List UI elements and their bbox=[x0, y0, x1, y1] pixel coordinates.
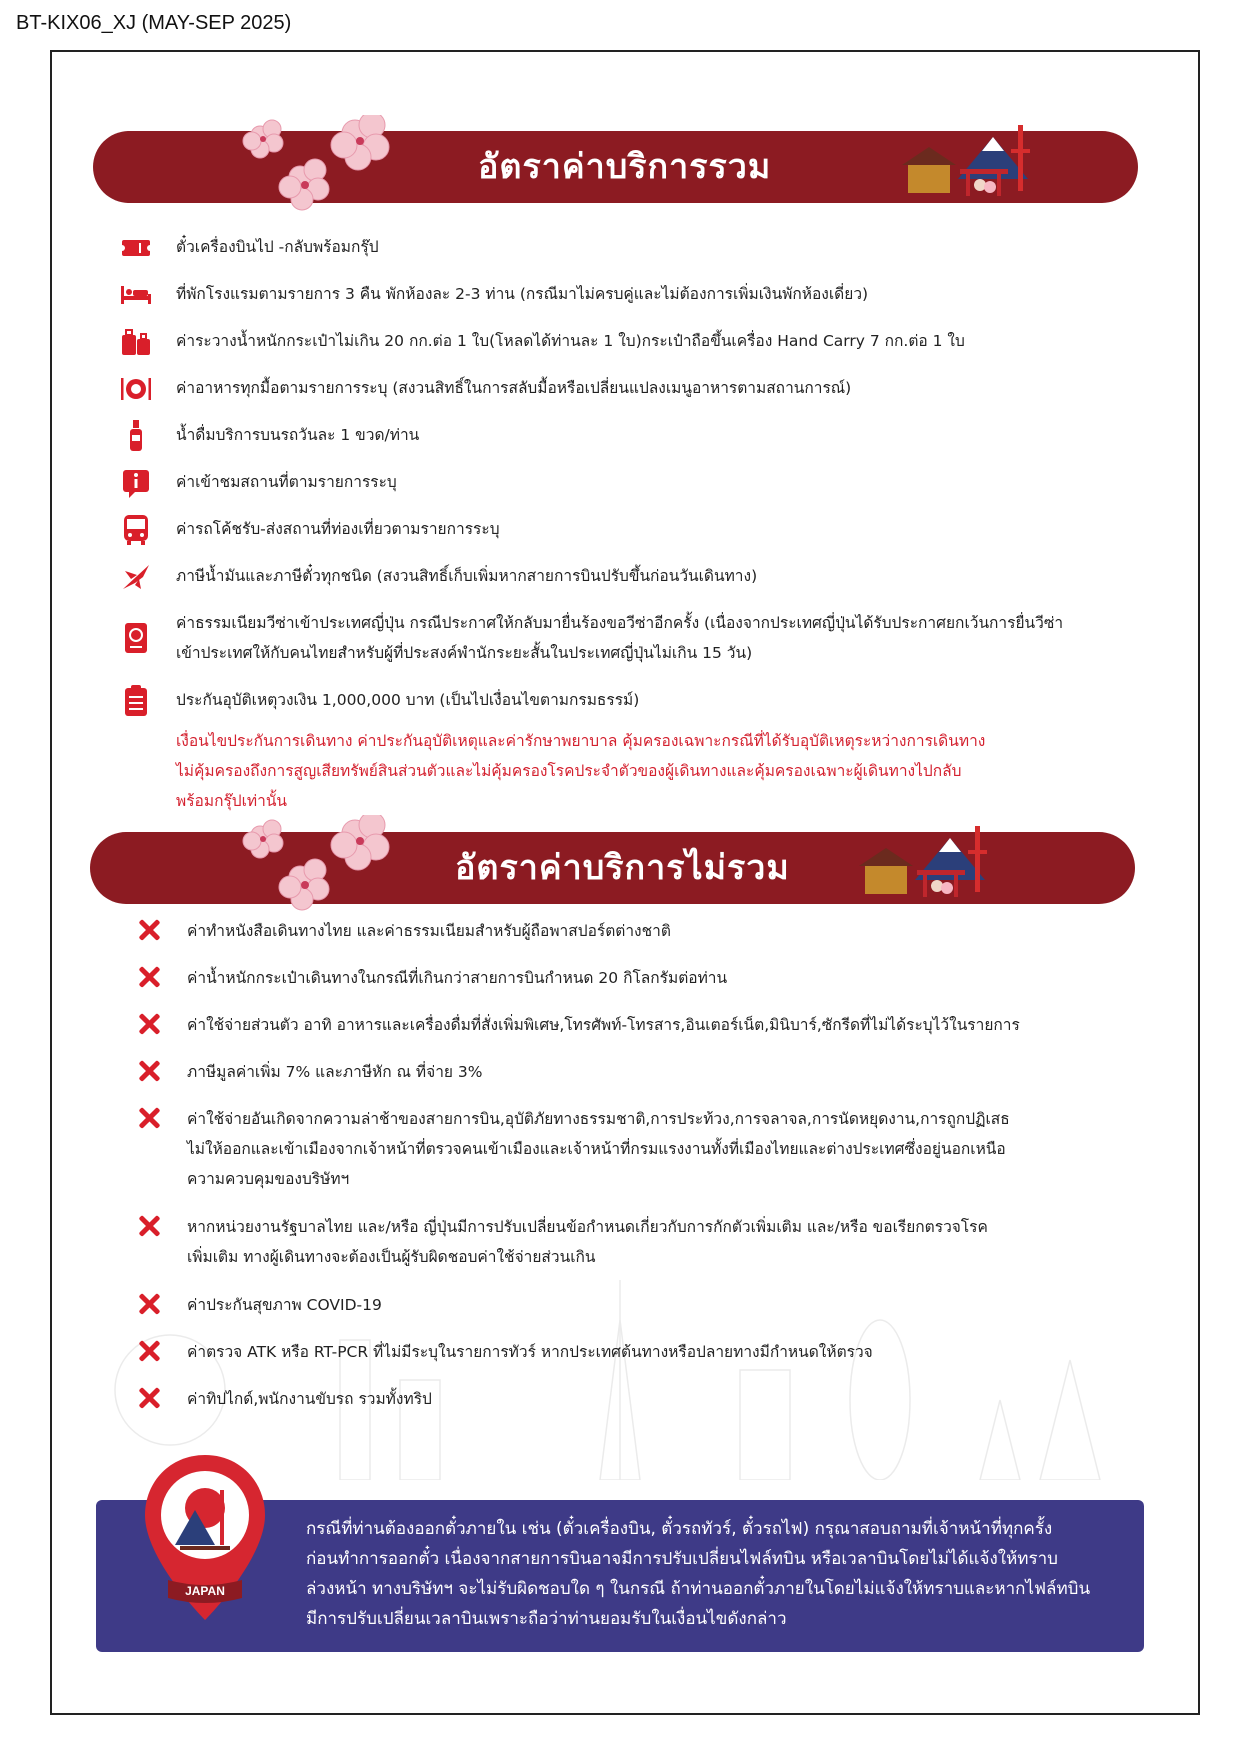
excluded-item bbox=[135, 1290, 382, 1320]
passport-icon bbox=[120, 622, 152, 654]
excluded-item bbox=[135, 1057, 483, 1087]
excluded-item-text: ค่าน้ำหนักกระเป๋าเดินทางในกรณีที่เกินกว่าสายการบินกำหนด 20 กิโลกรัมต่อท่าน bbox=[187, 969, 728, 987]
excluded-item-text: ค่าใช้จ่ายอันเกิดจากความล่าช้าของสายการบิน,อุบัติภัยทางธรรมชาติ,การประท้วง,การจลาจล,การนัดหยุดงาน,การถูกปฏิเสธ bbox=[187, 1110, 1010, 1128]
excluded-item-text: ความควบคุมของบริษัทฯ bbox=[187, 1170, 350, 1188]
excluded-item-text: ค่าทิปไกด์,พนักงานขับรถ รวมทั้งทริป bbox=[187, 1390, 432, 1408]
sakura-flowers-middle bbox=[230, 815, 400, 915]
excluded-item-text: เพิ่มเติม ทางผู้เดินทางจะต้องเป็นผู้รับผิดชอบค่าใช้จ่ายส่วนเกิน bbox=[187, 1248, 596, 1266]
included-title: อัตราค่าบริการรวม bbox=[478, 147, 772, 187]
included-item bbox=[120, 373, 851, 405]
included-item-text: ตั๋วเครื่องบินไป -กลับพร้อมกรุ๊ป bbox=[176, 238, 379, 256]
japan-landmark-illustration bbox=[898, 119, 1068, 205]
excluded-item-text: ภาษีมูลค่าเพิ่ม 7% และภาษีหัก ณ ที่จ่าย 3% bbox=[187, 1063, 483, 1081]
document-code: BT-KIX06_XJ (MAY-SEP 2025) bbox=[16, 12, 292, 34]
excluded-item bbox=[135, 1212, 988, 1272]
included-item-text: ค่ารถโค้ชรับ-ส่งสถานที่ท่องเที่ยวตามรายการระบุ bbox=[176, 520, 500, 538]
cross-icon bbox=[135, 1057, 163, 1085]
cross-icon bbox=[135, 916, 163, 944]
included-item bbox=[120, 514, 500, 546]
cross-icon bbox=[135, 1384, 163, 1412]
excluded-item-text: ค่าทำหนังสือเดินทางไทย และค่าธรรมเนียมสำหรับผู้ถือพาสปอร์ตต่างชาติ bbox=[187, 922, 671, 940]
excluded-item bbox=[135, 963, 727, 993]
included-item-text: ประกันอุบัติเหตุวงเงิน 1,000,000 บาท (เป็นไปเงื่อนไขตามกรมธรรม์) bbox=[176, 691, 640, 709]
bottle-icon bbox=[120, 420, 152, 452]
excluded-item-text: ค่าใช้จ่ายส่วนตัว อาทิ อาหารและเครื่องดื่มที่สั่งเพิ่มพิเศษ,โทรศัพท์-โทรสาร,อินเตอร์เน็ต,มินิบาร์,ซักรีดที่ไม่ได้ระบุไว้ในรายการ bbox=[187, 1016, 1020, 1034]
included-item-text: ค่าธรรมเนียมวีซ่าเข้าประเทศญี่ปุ่น กรณีประกาศให้กลับมายื่นร้องขอวีซ่าอีกครั้ง (เนื่องจากประเทศญี่ปุ่นได้รับประกาศยกเว้นการยื่นวีซ่า bbox=[176, 614, 1064, 632]
bed-icon bbox=[120, 279, 152, 311]
included-item bbox=[120, 326, 965, 358]
clipboard-icon bbox=[120, 685, 152, 717]
cross-icon bbox=[135, 1290, 163, 1318]
included-item bbox=[120, 685, 639, 717]
ticket-icon bbox=[120, 232, 152, 264]
excluded-item bbox=[135, 1104, 1010, 1194]
luggage-icon bbox=[120, 326, 152, 358]
cross-icon bbox=[135, 1337, 163, 1365]
insurance-note bbox=[176, 726, 985, 816]
excluded-item bbox=[135, 1337, 873, 1367]
cross-icon bbox=[135, 1212, 163, 1240]
sakura-flowers-top bbox=[230, 115, 400, 215]
excluded-item bbox=[135, 1384, 432, 1414]
included-item bbox=[120, 420, 419, 452]
cross-icon bbox=[135, 963, 163, 991]
dining-icon bbox=[120, 373, 152, 405]
ticket-notice-line: ก่อนทำการออกตั๋ว เนื่องจากสายการบินอาจมีการปรับเปลี่ยนไฟล์ทบิน หรือเวลาบินโดยไม่ได้แจ้งให้ทราบ bbox=[306, 1549, 1058, 1569]
excluded-item bbox=[135, 1010, 1020, 1040]
included-item bbox=[120, 608, 1063, 668]
included-item bbox=[120, 279, 868, 311]
cross-icon bbox=[135, 1104, 163, 1132]
included-item-text: ค่าอาหารทุกมื้อตามรายการระบุ (สงวนสิทธิ์ในการสลับมื้อหรือเปลี่ยนแปลงเมนูอาหารตามสถานการณ์) bbox=[176, 379, 852, 397]
included-item bbox=[120, 561, 757, 593]
included-item-text: ค่าเข้าชมสถานที่ตามรายการระบุ bbox=[176, 473, 397, 491]
excluded-item-text: หากหน่วยงานรัฐบาลไทย และ/หรือ ญี่ปุ่นมีการปรับเปลี่ยนข้อกำหนดเกี่ยวกับการกักตัวเพิ่มเติม และ/หรือ ขอเรียกตรวจโรค bbox=[187, 1218, 988, 1236]
ticket-notice-line: ล่วงหน้า ทางบริษัทฯ จะไม่รับผิดชอบใด ๆ ในกรณี ถ้าท่านออกตั๋วภายในโดยไม่แจ้งให้ทราบและหากไฟล์ทบิน bbox=[306, 1579, 1091, 1599]
ticket-notice-line: มีการปรับเปลี่ยนเวลาบินเพราะถือว่าท่านยอมรับในเงื่อนไขดังกล่าว bbox=[306, 1609, 787, 1629]
included-item bbox=[120, 232, 379, 264]
bus-icon bbox=[120, 514, 152, 546]
ticket-notice-line: กรณีที่ท่านต้องออกตั๋วภายใน เช่น (ตั๋วเครื่องบิน, ตั๋วรถทัวร์, ตั๋วรถไฟ) กรุณาสอบถามที่เจ้าหน้าที่ทุกครั้ง bbox=[306, 1519, 1053, 1539]
info-icon bbox=[120, 467, 152, 499]
excluded-title: อัตราค่าบริการไม่รวม bbox=[455, 848, 790, 888]
plane-icon bbox=[120, 561, 152, 593]
insurance-note-line: พร้อมกรุ๊ปเท่านั้น bbox=[176, 792, 288, 810]
excluded-item-text: ค่าตรวจ ATK หรือ RT-PCR ที่ไม่มีระบุในรายการทัวร์ หากประเทศต้นทางหรือปลายทางมีกำหนดให้ตรวจ bbox=[187, 1343, 873, 1361]
insurance-note-line: เงื่อนไขประกันการเดินทาง ค่าประกันอุบัติเหตุและค่ารักษาพยาบาล คุ้มครองเฉพาะกรณีที่ได้รับอุบัติเหตุระหว่างการเดินทาง bbox=[176, 732, 986, 750]
cross-icon bbox=[135, 1010, 163, 1038]
insurance-note-line: ไม่คุ้มครองถึงการสูญเสียทรัพย์สินส่วนตัวและไม่คุ้มครองโรคประจำตัวของผู้เดินทางและคุ้มครองเฉพาะผู้เดินทางไปกลับ bbox=[176, 762, 962, 780]
included-item-text-line2: เข้าประเทศให้กับคนไทยสำหรับผู้ที่ประสงค์พำนักระยะสั้นในประเทศญี่ปุ่นไม่เกิน 15 วัน) bbox=[176, 644, 753, 662]
included-item-text: ค่าระวางน้ำหนักกระเป๋าไม่เกิน 20 กก.ต่อ 1 ใบ(โหลดได้ท่านละ 1 ใบ)กระเป๋าถือขึ้นเครื่อง Hand Carry 7 กก.ต่อ 1 ใบ bbox=[176, 332, 965, 350]
included-item-text: ที่พักโรงแรมตามรายการ 3 คืน พักห้องละ 2-3 ท่าน (กรณีมาไม่ครบคู่และไม่ต้องการเพิ่มเงินพักห้องเดี่ยว) bbox=[176, 285, 869, 303]
excluded-item bbox=[135, 916, 671, 946]
ticket-notice-text bbox=[306, 1514, 1126, 1634]
japan-landmark-illustration bbox=[855, 820, 1025, 906]
japan-badge-label: JAPAN bbox=[185, 1584, 225, 1598]
japan-pin-badge bbox=[140, 1450, 270, 1630]
included-item-text: ภาษีน้ำมันและภาษีตั๋วทุกชนิด (สงวนสิทธิ์เก็บเพิ่มหากสายการบินปรับขึ้นก่อนวันเดินทาง) bbox=[176, 567, 758, 585]
included-item-text: น้ำดื่มบริการบนรถวันละ 1 ขวด/ท่าน bbox=[176, 426, 420, 444]
excluded-item-text: ค่าประกันสุขภาพ COVID-19 bbox=[187, 1296, 382, 1314]
included-item bbox=[120, 467, 397, 499]
excluded-item-text: ไม่ให้ออกและเข้าเมืองจากเจ้าหน้าที่ตรวจคนเข้าเมืองและเจ้าหน้าที่กรมแรงงานทั้งที่เมืองไทยและต่างประเทศซึ่งอยู่นอกเหนือ bbox=[187, 1140, 1006, 1158]
